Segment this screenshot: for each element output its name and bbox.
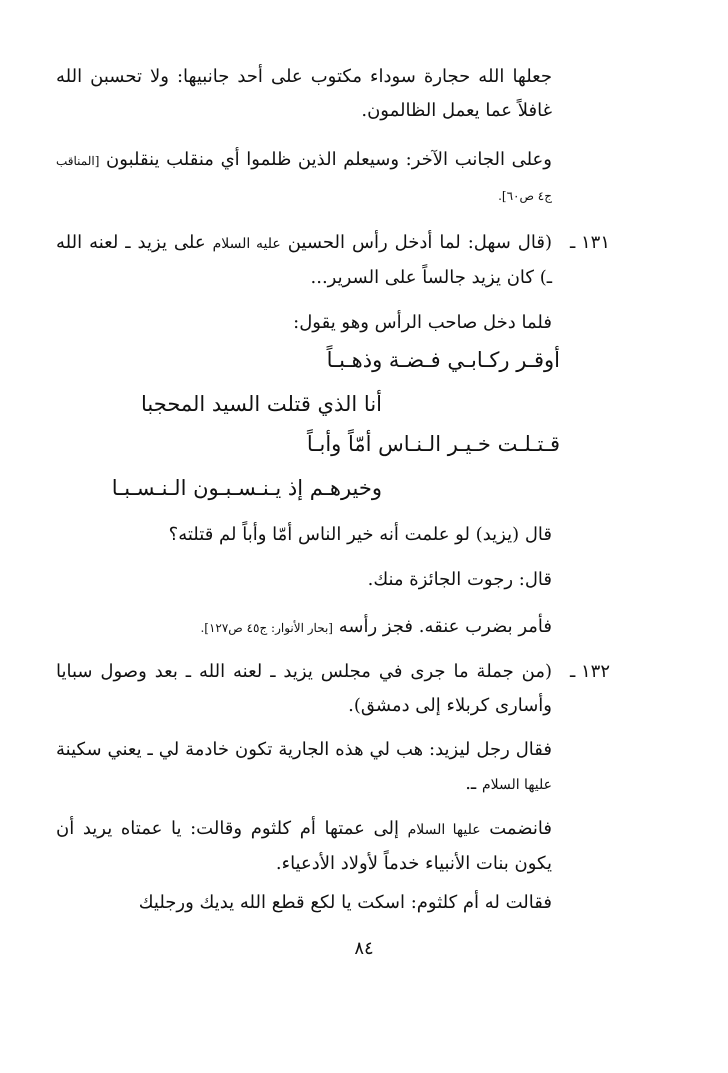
item-number-131: ١٣١ ـ: [569, 232, 610, 253]
paragraph-sakina-reply: [56, 812, 552, 881]
paragraph-text: وعلى الجانب الآخر: وسيعلم الذين ظلموا أي منقلب ينقلبون: [106, 149, 552, 170]
paragraph-man-request: [56, 733, 552, 802]
paragraph-text: فلما دخل صاحب الرأس وهو يقول:: [293, 312, 552, 333]
citation: [المناقب ج٤ ص٦٠].: [56, 154, 552, 203]
paragraph-reward: [56, 563, 552, 597]
paragraph-text: فقال رجل ليزيد: هب لي هذه الجارية تكون خادمة لي ـ يعني سكينة: [56, 739, 552, 760]
honorific-glyph: عليه السلام: [212, 236, 281, 252]
paragraph-text: فقالت له أم كلثوم: اسكت يا لكع قطع الله يديك ورجليك: [138, 892, 552, 913]
item-131: [56, 226, 552, 295]
citation: [بحار الأنوار: ج٤٥ ص١٢٧].: [200, 621, 333, 635]
paragraph-text: ـ.: [465, 773, 477, 794]
verse-1-left: أنا الذي قتلت السيد المحجبا: [141, 392, 382, 416]
paragraph-text: جعلها الله حجارة سوداء مكتوب على أحد جانبيها: ولا تحسبن الله غافلاً عما يعمل الظالمون.: [56, 66, 552, 121]
paragraph-text: (من جملة ما جرى في مجلس يزيد ـ لعنه الله ـ بعد وصول سبايا وأسارى كربلاء إلى دمشق).: [56, 661, 552, 716]
honorific-glyph: عليها السلام: [481, 777, 552, 793]
paragraph-text: (قال سهل: لما أدخل رأس الحسين: [287, 232, 552, 253]
paragraph-text: إلى عمتها أم كلثوم وقالت: يا عمتاه يريد أن يكون بنات الأنبياء خدماً لأولاد الأدعياء.: [56, 818, 552, 874]
paragraph-stones: [56, 60, 552, 128]
paragraph-other-side: [56, 143, 552, 213]
item-132: [56, 655, 552, 723]
paragraph-umm-kulthum: [56, 886, 552, 920]
honorific-glyph: عليها السلام: [407, 822, 481, 838]
verse-2-right: قـتـلـت خـيـر الـنـاس أمّاً وأبـاً: [306, 432, 560, 456]
verse-1-right: أوقـر ركـابـي فـضـة وذهـبـاً: [326, 348, 560, 372]
verse-2-left: وخيرهـم إذ يـنـسـبـون الـنـسـبـا: [111, 476, 382, 500]
item-number-132: ١٣٢ ـ: [569, 661, 610, 682]
paragraph-yazid-question: [56, 518, 552, 552]
paragraph-execution: [56, 610, 552, 645]
paragraph-text: على يزيد ـ لعنه الله ـ) كان يزيد جالساً على السرير...: [56, 232, 552, 288]
paragraph-text: قال: رجوت الجائزة منك.: [367, 569, 552, 590]
paragraph-head-bearer: [56, 306, 552, 340]
paragraph-text: فأمر بضرب عنقه. فجز رأسه: [338, 616, 552, 637]
page-number: ٨٤: [354, 938, 374, 959]
paragraph-text: فانضمت: [489, 818, 552, 839]
paragraph-text: قال (يزيد) لو علمت أنه خير الناس أمّا وأباً لم قتلته؟: [168, 524, 552, 545]
